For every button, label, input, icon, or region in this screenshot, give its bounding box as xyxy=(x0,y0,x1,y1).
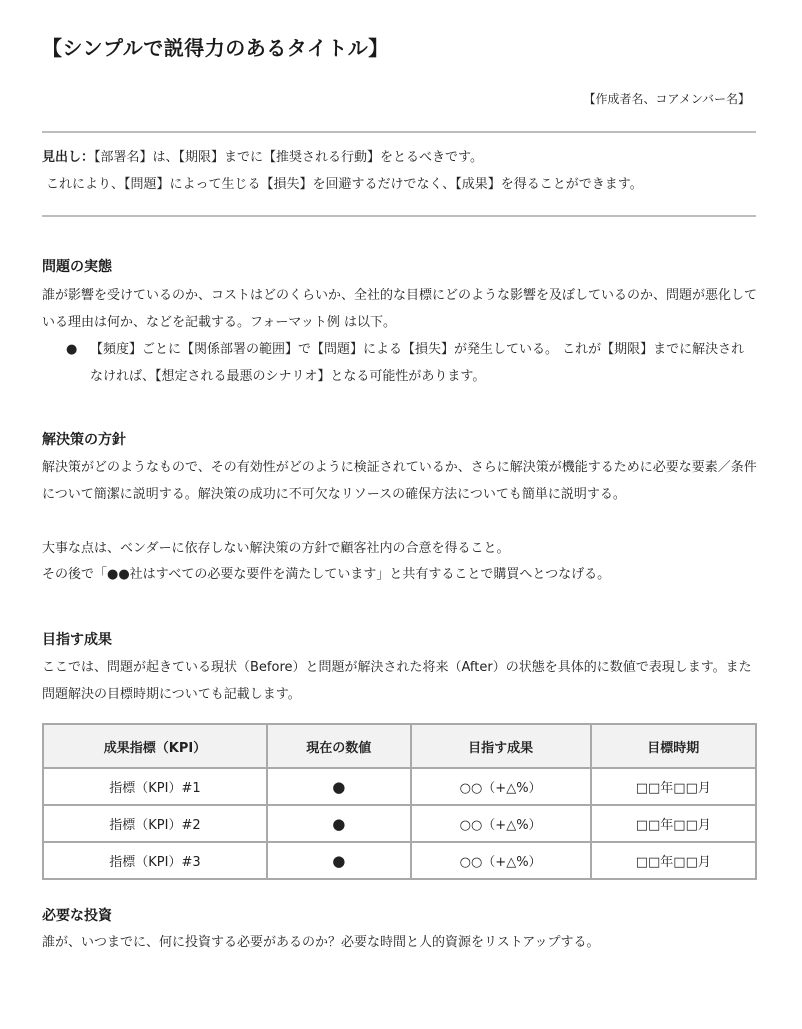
summary-block xyxy=(42,144,758,198)
bullet-text: 【頻度】ごとに【関係部署の範囲】で【問題】による【損失】が発生している。 これが【期限】までに解決されなければ、【想定される最悪のシナリオ】となる可能性があります。 xyxy=(90,342,745,384)
section-heading-outcome: 目指す成果 xyxy=(42,632,112,648)
solution-key-point: 大事な点は、ベンダーに依存しない解決策の方針で顧客社内の合意を得ること。 xyxy=(42,541,510,556)
kpi-cell-target: ○○（+△%） xyxy=(411,805,591,842)
section-body-solution: 解決策がどのようなもので、その有効性がどのように検証されているか、さらに解決策が機能するために必要な要素／条件について簡潔に説明する。解決策の成功に不可欠なリソースの確保方法についても簡単に説明する。 xyxy=(42,460,757,502)
kpi-cell-deadline: □□年□□月 xyxy=(591,842,756,879)
section-body-investment: 誰が、いつまでに、何に投資する必要があるのか？必要な時間と人的資源をリストアップする。 xyxy=(42,935,600,950)
kpi-cell-target: ○○（+△%） xyxy=(411,768,591,805)
kpi-cell-current: ● xyxy=(267,842,411,879)
kpi-table-header-row xyxy=(43,724,756,768)
divider-top xyxy=(42,131,756,133)
kpi-header-current: 現在の数値 xyxy=(267,724,411,768)
bullet-dot-icon: ● xyxy=(66,342,78,357)
section-body-outcome: ここでは、問題が起きている現状（Before）と問題が解決された将来（After）の状態を具体的に数値で表現します。また問題解決の目標時期についても記載します。 xyxy=(42,660,752,702)
divider-bottom xyxy=(42,215,756,217)
summary-text-1: 【部署名】は、【期限】までに【推奨される行動】をとるべきです。 xyxy=(94,150,483,165)
kpi-table xyxy=(42,723,757,880)
page-title: 【シンプルで説得力のあるタイトル】 xyxy=(42,36,389,60)
kpi-cell-metric: 指標（KPI）#1 xyxy=(43,768,267,805)
kpi-cell-current: ● xyxy=(267,805,411,842)
bullet-item xyxy=(66,336,756,390)
kpi-header-target: 目指す成果 xyxy=(411,724,591,768)
table-row xyxy=(43,768,756,805)
kpi-cell-current: ● xyxy=(267,768,411,805)
section-body-problem: 誰が影響を受けているのか、コストはどのくらいか、全社的な目標にどのような影響を及ぼしているのか、問題が悪化している理由は何か、などを記載する。フォーマット例 は以下。 xyxy=(42,288,758,330)
author-line: 【作成者名、コアメンバー名】 xyxy=(583,92,750,106)
section-heading-problem: 問題の実態 xyxy=(42,259,112,275)
summary-lead-label: 見出し： xyxy=(42,150,95,165)
kpi-cell-deadline: □□年□□月 xyxy=(591,768,756,805)
kpi-cell-target: ○○（+△%） xyxy=(411,842,591,879)
summary-text-2: これにより、【問題】によって生じる【損失】を回避するだけでなく、【成果】を得ることができます。 xyxy=(46,177,643,192)
section-heading-investment: 必要な投資 xyxy=(42,908,112,924)
summary-line-1 xyxy=(42,144,758,171)
kpi-cell-metric: 指標（KPI）#3 xyxy=(43,842,267,879)
kpi-cell-metric: 指標（KPI）#2 xyxy=(43,805,267,842)
solution-next-step: その後で「●●社はすべての必要な要件を満たしています」と共有することで購買へとつなげる。 xyxy=(42,567,611,582)
table-row xyxy=(43,805,756,842)
table-row xyxy=(43,842,756,879)
kpi-header-deadline: 目標時期 xyxy=(591,724,756,768)
kpi-cell-deadline: □□年□□月 xyxy=(591,805,756,842)
section-heading-solution: 解決策の方針 xyxy=(42,432,126,448)
kpi-header-metric: 成果指標（KPI） xyxy=(43,724,267,768)
